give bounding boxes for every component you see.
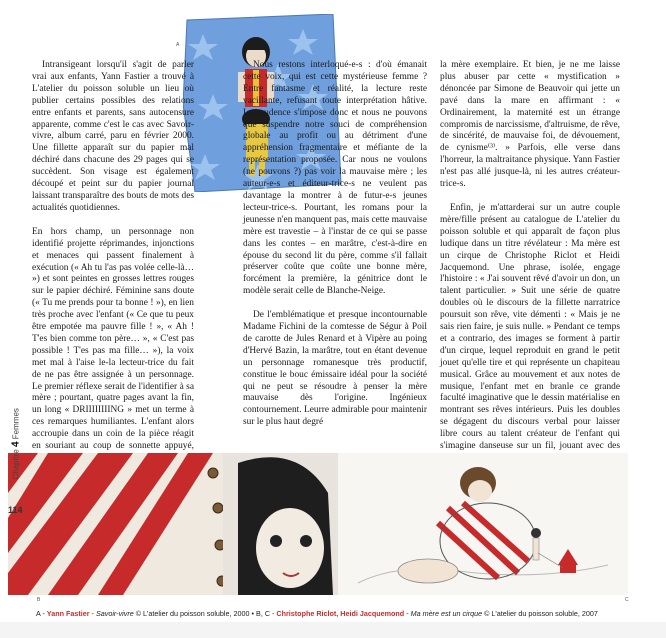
- caption-bc-letters: B, C: [256, 609, 271, 618]
- caption-bc-authors: Christophe Riclot, Heidi Jacquemond: [276, 609, 405, 618]
- illustration-b-label: B: [37, 597, 41, 603]
- paragraph: De l'emblématique et presque incontournable Madame Fichini de la comtesse de Ségur à Poil de carotte de Jules Renard et à Vipère au poing d'Hervé Bazin, la marâtre, tout en étant devenue un personnage romanesque très productif, constitue le bouc émissaire idéal pour la société qui ne peut se résoudre à penser la mère mauvaise dès l'origine. Ingénieux contournement. Leurre admirable pour maintenir sur le plus haut degré: [243, 310, 427, 428]
- page-number: 114: [8, 505, 23, 515]
- paragraph: la mère exemplaire. Et bien, je ne me laisse plus abuser par cette « mystification » dénoncée par Simone de Beauvoir qui jette un pavé dans la mare en affirmant : « Ordinairement, la maternité est un étrange compromis de narcissisme, d'altruisme, de rêve, de sincérité, de mauvaise foi, de dévouement, de cynisme⁽³⁾. » Parfois, elle verse dans l'horreur, la maltraitance physique. Yann Fastier n'est pas allé jusque-là, ni les autres créateur-trice-s.: [440, 60, 620, 190]
- paragraph: En hors champ, un personnage non identifié projette réprimandes, injonctions et menaces qui passent finalement à exécution (« Ah tu l'as pas volée celle-là… ») et sont peintes en grosses lettres rouges sur le papier déchiré. Féminine sans doute (« Tu me prends pour ta bonne ! »), en lien très proche avec l'enfant (« Ce que tu peux être empotée ma pauvre fille ! », « Ah ! T'es bien comme ton père… », « C'est pas possible ! T'es pas ma fille… »), la voix met mal à l'aise le-la lecteur-trice du fait de ne pas être assignée à un personnage. Le premier réflexe serait de l'identifier à sa mère ; pourtant, quatre pages avant la fin, un long « DRIIIIIIIING » met un terme à ces remarques humiliantes. L'enfant alors accroupie dans un coin de la pièce réagit en souriant au coup de sonnette appuyé,: [32, 226, 194, 452]
- illustration-b-circus-girl: [8, 453, 338, 595]
- caption-a-rest: © L'atelier du poisson soluble, 2000 •: [135, 609, 255, 618]
- text-column-1: [32, 60, 194, 501]
- chapter-word: Chapitre: [11, 449, 21, 480]
- text-column-2: [243, 60, 427, 429]
- chapter-number: 4: [10, 441, 22, 448]
- caption-a-letter: A: [36, 609, 41, 618]
- caption-a-author: Yann Fastier: [46, 609, 90, 618]
- paragraph: Nous restons interloqué-e-s : d'où émanait cette voix, qui est cette mystérieuse femme ? Entre fantasme et réalité, la lecture reste vacillante, refusant toute interprétation hâtive. La prudence s'impose donc et nous ne pouvons que suspendre notre souci de compréhension globale au profit ou au détriment d'une appréhension fragmentaire et méfiante de la représentation proposée. Car nous ne voulons (ne pouvons ?) pas voir la mauvaise mère ; les auteur-e-s et éditeur-trice-s ne veulent pas davantage la montrer à de futur-e-s jeunes lecteur-trice-s. Pourtant, les romans pour la jeunesse n'en manquent pas, mais cette mauvaise mère est travestie – à l'instar de ce qui se passe dans les contes – en marâtre, c'est-à-dire en épouse du second lit du père, comme s'il fallait préserver coûte que coûte une bonne mère, forcément la première, la génitrice dont le modèle serait celle de Blanche-Neige.: [243, 60, 427, 297]
- chapter-side-label: [10, 388, 22, 508]
- caption-a-title: Savoir-vivre: [95, 609, 134, 618]
- footer-band: [0, 622, 666, 638]
- illustration-c-circus-sketch: [338, 453, 628, 595]
- figure-caption: A - Yann Fastier - Savoir-vivre © L'atelier du poisson soluble, 2000 • B, C - Christophe Riclot, Heidi Jacquemond - Ma mère est un cirque © L'atelier du poisson soluble, 2007: [36, 609, 598, 618]
- chapter-title: Femmes: [11, 408, 21, 440]
- caption-bc-title: Ma mère est un cirque: [410, 609, 483, 618]
- paragraph: Enfin, je m'attarderai sur un autre couple mère/fille présent au catalogue de L'atelier du poisson soluble et qui apparaît de façon plus ludique dans un titre révélateur : Ma mère est un cirque de Christophe Riclot et Heidi Jacquemond. Une phrase, isolée, engage l'histoire : « J'ai souvent rêvé d'avoir un don, un talent particulier. » Suit une série de quatre doubles où le discours de la fillette narratrice poursuit son rêve, vite démenti : « Mais je ne sais rien faire, je suis nulle. » Pendant ce temps et a contrario, des images se forment à partir d'un cirque, lequel reproduit en grand le petit jouet qu'elle tire et qui représente un chapiteau musical. Grâce au mouvement et aux notes de musique, l'enfant met en branle ce grande faculté imaginative que le dessin matérialise en montrant ses rêves intérieurs. Puis les doubles se dégagent du discours verbal pour laisser libre cours au talent créateur de l'enfant qui s'imagine danseuse sur un fil, jouant avec des: [440, 202, 620, 452]
- illustration-c-label: C: [625, 597, 629, 603]
- text-column-3: [440, 60, 620, 501]
- paragraph: Intransigeant lorsqu'il s'agit de parler vrai aux enfants, Yann Fastier a trouvé à L'atelier du poisson soluble un lieu où publier certains possibles des relations entre enfants et parents, sans autocensure apparente, comme c'est le cas avec Savoir-vivre, album carré, paru en février 2000. Une fillette apparaît sur du papier mal déchiré dans chacune des 29 pages qui se succèdent. Son visage est également découpé et peint sur du papier journal laissant transparaître des bouts de mots des actualités quotidiennes.: [32, 60, 194, 213]
- illustration-a-label: A: [176, 42, 180, 48]
- caption-bc-rest: © L'atelier du poisson soluble, 2007: [484, 609, 598, 618]
